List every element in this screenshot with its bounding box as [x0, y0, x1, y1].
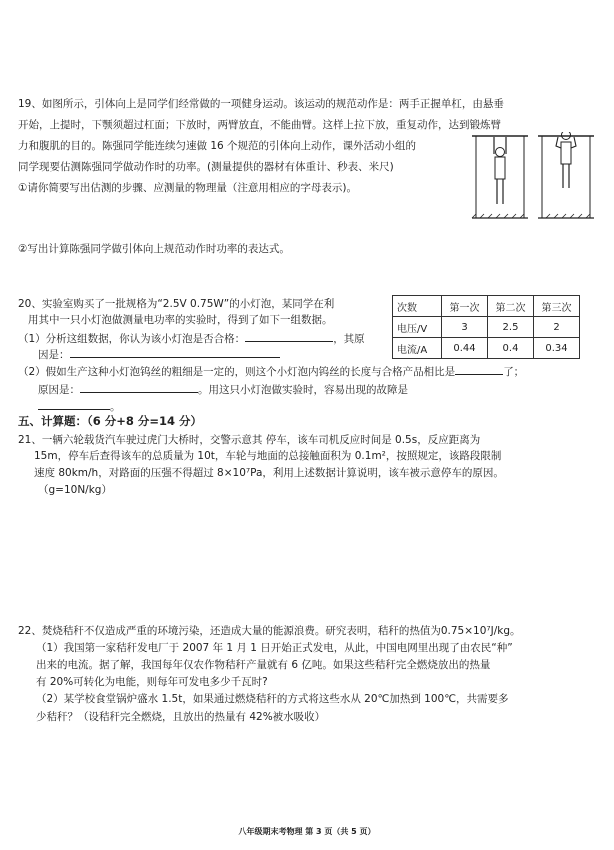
q20-part2-end: 。 — [110, 401, 121, 413]
table-header-cell: 次数 — [393, 296, 442, 317]
q20-part2-reason — [38, 381, 408, 397]
pull-up-figure — [470, 132, 598, 220]
q22-line-6: 少秸秆？（设秸秆完全燃烧，且放出的热量有 42%被水吸收） — [36, 711, 326, 723]
q20-part2 — [18, 363, 524, 379]
q19-line-3: 力和腹肌的目的。陈强同学能连续匀速做 16 个规范的引体向上动作，课外活动小组的 — [18, 140, 417, 152]
table-cell: 0.4 — [488, 338, 534, 359]
table-cell: 2 — [534, 317, 580, 338]
page-footer: 八年级期末考物理 第 3 页（共 5 页） — [238, 827, 376, 836]
table-row-label: 电压/V — [393, 317, 442, 338]
q21-line-2: 15m，停车后查得该车的总质量为 10t，车轮与地面的总接触面积为 0.1m²，按照规定，该路段限制 — [34, 450, 502, 462]
table-row — [393, 338, 580, 359]
q21-line-3: 速度 80km/h，对路面的压强不得超过 8×10⁷Pa，利用上述数据计算说明，该车被示意停车的原因。 — [34, 467, 504, 479]
answer-blank — [38, 398, 110, 410]
q19-line-1: 19、如图所示，引体向上是同学们经常做的一项健身运动。该运动的规范动作是：两手正握单杠，由悬垂 — [18, 98, 504, 110]
q22-line-2: （1）我国第一家秸秆发电厂于 2007 年 1 月 1 日开始正式发电，从此，中国电网里出现了由农民“种” — [36, 642, 513, 654]
q20-part1-reason-label: 因是： — [38, 349, 70, 361]
q21-line-1: 21、一辆六轮载货汽车驶过虎门大桥时，交警示意其 停车，该车司机反应时间是 0.5s，反应距离为 — [18, 434, 481, 446]
q19-sub-1: ①请你简要写出估测的步骤、应测量的物理量（注意用相应的字母表示)。 — [18, 182, 358, 194]
q20-line-2: 用其中一只小灯泡做测量电功率的实验时，得到了如下一组数据。 — [28, 314, 333, 326]
q20-part1-prompt: （1）分析这组数据，你认为该小灯泡是否合格： — [18, 333, 246, 345]
q22-line-4: 有 20%可转化为电能，则每年可发电多少千瓦时? — [36, 676, 268, 688]
answer-blank — [455, 363, 503, 375]
q20-part2-reason-label: 原因是： — [38, 384, 80, 396]
table-row-label: 电流/A — [393, 338, 442, 359]
q20-line-1: 20、实验室购买了一批规格为“2.5V 0.75W”的小灯泡，某同学在利 — [18, 298, 335, 310]
table-header-cell: 第三次 — [534, 296, 580, 317]
q19-line-2: 开始，上提时，下颚须超过杠面；下放时，两臂放直，不能曲臂。这样上拉下放，重复动作，达到锻炼臂 — [18, 119, 501, 131]
q20-part1-reason — [38, 346, 280, 362]
section-title: 五、计算题：（6 分+8 分=14 分） — [18, 414, 203, 428]
q20-part1 — [18, 330, 365, 346]
q22-line-3: 出来的电流。据了解，我国每年仅农作物秸秆产量就有 6 亿吨。如果这些秸秆完全燃烧放出的热量 — [36, 659, 491, 671]
table-header-cell: 第二次 — [488, 296, 534, 317]
q22-line-5: （2）某学校食堂锅炉盛水 1.5t，如果通过燃烧秸秆的方式将这些水从 20℃加热到 100℃，共需要多 — [36, 693, 509, 705]
q20-part2-fault-prompt: 。用这只小灯泡做实验时，容易出现的故障是 — [198, 384, 408, 396]
table-cell: 3 — [442, 317, 488, 338]
table-cell: 2.5 — [488, 317, 534, 338]
table-header-cell: 第一次 — [442, 296, 488, 317]
q19-line-4: 同学现要估测陈强同学做动作时的功率。(测量提供的器材有体重计、秒表、米尺) — [18, 161, 394, 173]
q20-part2-fault — [38, 398, 121, 414]
answer-blank — [80, 381, 198, 393]
q20-part2-prompt: （2）假如生产这种小灯泡钨丝的粗细是一定的，则这个小灯泡内钨丝的长度与合格产品相比是 — [18, 366, 456, 378]
q19-sub-2: ②写出计算陈强同学做引体向上规范动作时功率的表达式。 — [18, 243, 290, 255]
answer-blank — [70, 346, 280, 358]
q20-part2-tail: 了； — [503, 366, 525, 378]
table-cell: 0.44 — [442, 338, 488, 359]
answer-blank — [245, 330, 333, 342]
table-row — [393, 317, 580, 338]
q21-line-4: （g=10N/kg） — [38, 484, 112, 496]
q22-line-1: 22、焚烧秸秆不仅造成严重的环境污染，还造成大量的能源浪费。研究表明，秸秆的热值为0.75×10⁷J/kg。 — [18, 625, 521, 637]
data-table — [392, 295, 580, 359]
q20-part1-tail: ，其原 — [333, 333, 365, 345]
table-cell: 0.34 — [534, 338, 580, 359]
table-header-row — [393, 296, 580, 317]
